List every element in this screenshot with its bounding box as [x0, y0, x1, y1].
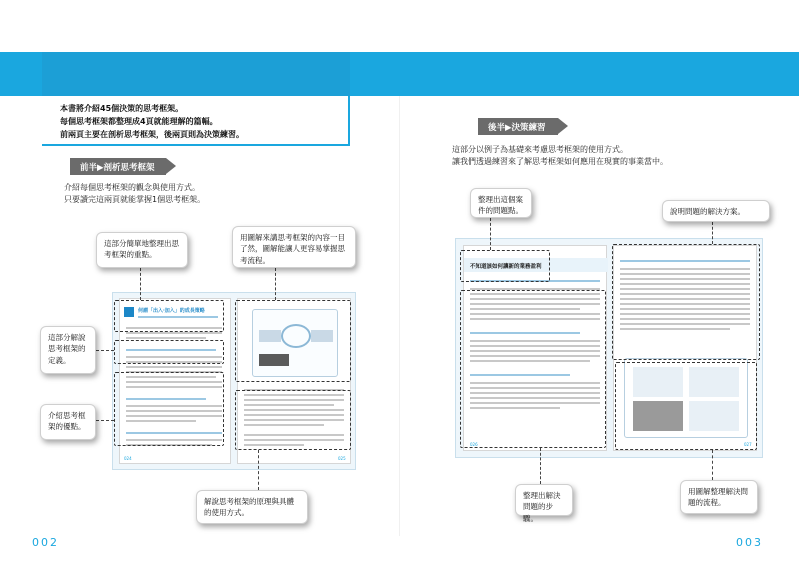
steps-connector [540, 448, 541, 484]
page-number-right: 003 [736, 536, 763, 549]
flow-frame [615, 362, 757, 450]
right-mock-page-number-b: 027 [744, 442, 752, 447]
flow-connector [712, 450, 713, 480]
overview-connector [140, 268, 141, 300]
steps-frame [460, 290, 606, 448]
left-mock-page-number-a: 024 [124, 456, 132, 461]
title-band [0, 52, 799, 96]
overview-frame [114, 300, 224, 332]
callout-steps: 整理出解決問題的步驟。 [515, 484, 573, 516]
mock-line [126, 337, 206, 339]
intro-line-3: 前兩頁主要在剖析思考框架，後兩頁則為決策練習。 [60, 130, 244, 139]
left-desc-line-2: 只要讀完這兩頁就能掌握1個思考框架。 [64, 195, 206, 204]
left-section-label: 前半▶剖析思考框架 [70, 158, 166, 175]
advantages-frame [114, 372, 224, 446]
right-desc-line-2: 讓我們透過練習來了解思考框架如何應用在現實的事業當中。 [452, 157, 668, 166]
advantages-connector [96, 420, 114, 421]
right-desc-line-1: 這部分以例子為基礎來考慮思考框架的使用方式。 [452, 145, 628, 154]
callout-principle: 解說思考框架的原理與具體的使用方式。 [196, 490, 308, 524]
diagram-connector [275, 268, 276, 300]
left-desc-line-1: 介紹每個思考框架的觀念與使用方式。 [64, 183, 200, 192]
definition-connector [96, 350, 114, 351]
page-gutter [399, 96, 400, 536]
mock-line [126, 332, 222, 334]
callout-solution-explain: 說明問題的解決方案。 [662, 200, 770, 222]
title-box [42, 52, 350, 96]
callout-case: 整理出這個案件的問題點。 [470, 188, 532, 218]
left-mock-page-number-b: 025 [338, 456, 346, 461]
left-mock-heading: 何謂「出入‧加入」的成長策略 [138, 308, 205, 314]
intro-line-1: 本書將介紹45個決策的思考框架。 [60, 104, 184, 113]
intro-line-2: 每個思考框架都整理成4頁就能理解的篇幅。 [60, 117, 218, 126]
right-mock-page-number-a: 026 [470, 442, 478, 447]
callout-overview: 這部分簡單地整理出思考框架的重點。 [96, 232, 188, 268]
principle-frame [235, 390, 351, 450]
case-frame [460, 250, 550, 282]
diagram-frame [235, 300, 351, 382]
callout-diagram: 用圖解來講思考框架的內容一目了然，圖解能讓人更容易掌握思考流程。 [232, 226, 356, 268]
right-mock-heading: 不知道該如何讓新的業務盈利 [470, 264, 542, 270]
callout-advantages: 介紹思考框架的優點。 [40, 404, 96, 440]
page-title: 本書的使用方式 [60, 12, 173, 30]
callout-definition: 這部分解說思考框架的定義。 [40, 326, 96, 374]
solution-frame [612, 244, 760, 360]
right-section-label: 後半▶決策練習 [478, 118, 558, 135]
definition-frame [114, 340, 224, 364]
solution-connector [712, 222, 713, 244]
mock-line [126, 366, 222, 368]
principle-connector [258, 450, 259, 490]
page-number-left: 002 [32, 536, 59, 549]
callout-flow: 用圖解整理解決問題的流程。 [680, 480, 758, 514]
case-connector [490, 218, 491, 250]
